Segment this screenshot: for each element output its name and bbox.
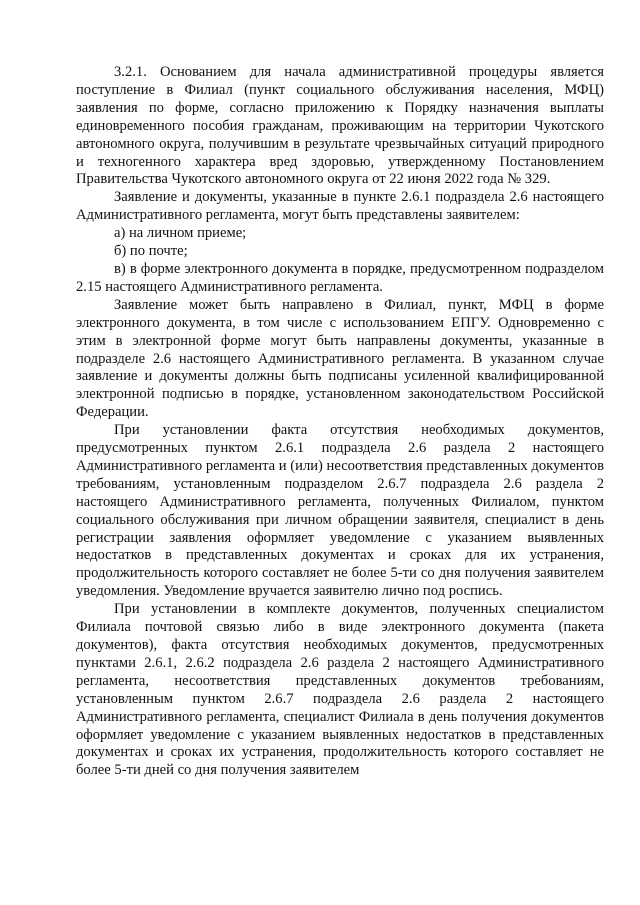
paragraph-3-2-1: 3.2.1. Основанием для начала административной процедуры является поступление в Филиал (пункт социального обслуживания населения, МФЦ) заявления по форме, согласно приложению к Порядку назначения выплаты единовременного пособия гражданам, проживающим на территории Чукотского автономного округа, получившим в результате чрезвычайных ситуаций природного и техногенного характера вред здоровью, утвержденному Постановлением Правительства Чукотского автономного округа от 22 июня 2022 года № 329. <box>76 64 604 188</box>
paragraph-electronic-submission: Заявление может быть направлено в Филиал, пункт, МФЦ в форме электронного документа, в том числе с использованием ЕПГУ. Одновременно с этим в электронной форме могут быть направлены документы, указанные в подразделе 2.6 настоящего Административного регламента. В указанном случае заявление и документы должны быть подписаны усиленной квалифицированной электронной подписью в порядке, установленном законодательством Российской Федерации. <box>76 296 604 421</box>
document-page <box>76 64 604 780</box>
list-item-electronic: в) в форме электронного документа в порядке, предусмотренном подразделом 2.15 настоящего Административного регламента. <box>76 260 604 295</box>
paragraph-missing-documents-personal: При установлении факта отсутствия необходимых документов, предусмотренных пунктом 2.6.1 подраздела 2.6 раздела 2 настоящего Административного регламента и (или) несоответствия представленных документов требованиям, установленным подразделом 2.6.7 подраздела 2.6 раздела 2 настоящего Административного регламента, полученных Филиалом, пунктом социального обслуживания при личном обращении заявителя, специалист в день регистрации заявления оформляет уведомление с указанием выявленных недостатков в представленных документах и сроках для их устранения, продолжительность которого составляет не более 5-ти со дня получения заявителем уведомления. Уведомление вручается заявителю лично под роспись. <box>76 422 604 600</box>
paragraph-submission-methods: Заявление и документы, указанные в пункте 2.6.1 подраздела 2.6 настоящего Административного регламента, могут быть представлены заявителем: <box>76 189 604 224</box>
paragraph-missing-documents-mail: При установлении в комплекте документов, полученных специалистом Филиала почтовой связью либо в виде электронного документа (пакета документов), факта отсутствия необходимых документов, предусмотренных пунктами 2.6.1, 2.6.2 подраздела 2.6 раздела 2 настоящего Административного регламента, несоответствия представленных документов требованиям, установленным пунктом 2.6.7 подраздела 2.6 раздела 2 настоящего Административного регламента, специалист Филиала в день получения документов оформляет уведомление с указанием выявленных недостатков в представленных документах и сроках их устранения, продолжительность которого составляет не более 5-ти дней со дня получения заявителем <box>76 601 604 779</box>
list-item-in-person: а) на личном приеме; <box>114 225 247 242</box>
list-item-by-mail: б) по почте; <box>114 243 188 260</box>
